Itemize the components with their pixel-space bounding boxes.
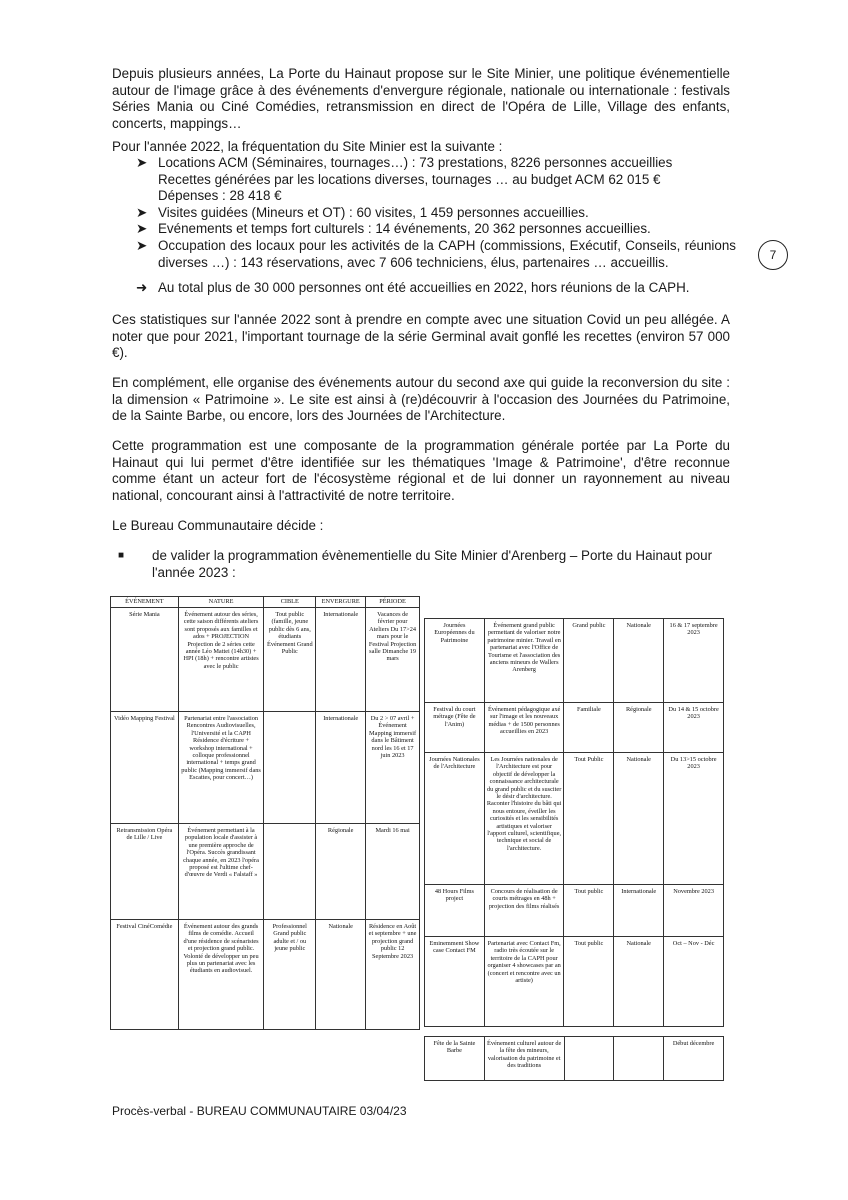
- table-cell: Oct – Nov - Déc: [664, 937, 724, 1027]
- page-number-badge: 7: [758, 240, 788, 270]
- frequentation-intro: Pour l'année 2022, la fréquentation du Site Minier est la suivante :: [112, 139, 503, 154]
- events-table-left: [110, 596, 420, 1030]
- frequentation-list: [136, 155, 736, 271]
- table-cell: Tout Public: [564, 753, 614, 885]
- table-cell: Résidence en Août et septembre + une projection grand public 12 Septembre 2023: [366, 920, 420, 1030]
- table-row: [425, 753, 724, 885]
- table-cell: Nationale: [316, 920, 366, 1030]
- table-cell: Nationale: [614, 619, 664, 703]
- arrowhead-bullet-icon: ➤: [136, 221, 148, 237]
- table-cell: Retransmission Opéra de Lille / Live: [111, 824, 179, 920]
- table-cell: Du 13>15 octobre 2023: [664, 753, 724, 885]
- table-row: [425, 703, 724, 753]
- table-cell: Festival du court métrage (Fête de l'Anim): [425, 703, 485, 753]
- table-cell: Internationale: [316, 608, 366, 712]
- table-cell: [614, 1037, 664, 1081]
- patrimoine-paragraph: En complément, elle organise des événements autour du second axe qui guide la reconversion du site : la dimension « Patrimoine ». Le site est ainsi à (re)découvrir à l'occasion des Journées du Patrimoine, de la Sainte Barbe, ou encore, lors des Journées de l'Architecture.: [112, 375, 730, 424]
- table-cell: 16 & 17 septembre 2023: [664, 619, 724, 703]
- table-cell: Vidéo Mapping Festival: [111, 712, 179, 824]
- table-row: [425, 885, 724, 937]
- table-row: [111, 608, 420, 712]
- table-cell: Professionnel Grand public adulte et / ou jeune public: [264, 920, 316, 1030]
- list-item: ➤ Locations ACM (Séminaires, tournages…) : 73 prestations, 8226 personnes accueillies Recettes générées par les locations diverses, tournages … au budget ACM 62 015 € Dépenses : 28 418 €: [136, 155, 673, 204]
- table-cell: Série Mania: [111, 608, 179, 712]
- table-cell: Tout public: [564, 937, 614, 1027]
- table-cell: Fête de la Sainte Barbe: [425, 1037, 485, 1081]
- table-cell: Événement permettant à la population locale d'assister à une première approche de l'Opéra. Succès grandissant chaque année, en 2023 l'opéra proposé est l'ultime chef-d'œuvre de Verdi « Falstaff »: [178, 824, 264, 920]
- table-row: [425, 619, 724, 703]
- table-cell: Novembre 2023: [664, 885, 724, 937]
- table-cell: [264, 712, 316, 824]
- table-cell: [264, 824, 316, 920]
- square-bullet-icon: ■: [118, 550, 125, 561]
- list-item: ➤ Evénements et temps fort culturels : 14 événements, 20 362 personnes accueillies.: [136, 221, 651, 237]
- statistics-paragraph: Ces statistiques sur l'année 2022 sont à prendre en compte avec une situation Covid un peu allégée. A noter que pour 2021, l'important tournage de la série Germinal avait gonflé les recettes (environ 57 000 €).: [112, 312, 730, 361]
- table-cell: Journées Européennes du Patrimoine: [425, 619, 485, 703]
- list-item: ➤ Visites guidées (Mineurs et OT) : 60 visites, 1 459 personnes accueillies.: [136, 204, 589, 220]
- table-cell: Grand public: [564, 619, 614, 703]
- table-cell: Nationale: [614, 753, 664, 885]
- table-cell: Nationale: [614, 937, 664, 1027]
- arrowhead-bullet-icon: ➤: [136, 204, 148, 220]
- list-item: ➤ Occupation des locaux pour les activités de la CAPH (commissions, Exécutif, Conseils, réunions diverses …) : 143 réservations, avec 7 606 techniciens, élus, partenaires … accueillis.: [136, 237, 736, 270]
- programmation-paragraph: Cette programmation est une composante de la programmation générale portée par La Porte du Hainaut qui lui permet d'être identifiée sur les thématiques 'Image & Patrimoine', d'être reconnue comme étant un acteur fort de l'écosystème régional et de lui donner un rayonnement au niveau national, concourant ainsi à l'attractivité de notre territoire.: [112, 438, 730, 503]
- column-header: NATURE: [178, 597, 264, 608]
- table-cell: Du 2 > 07 avril + Événement Mapping immersif dans le Bâtiment nord les 16 et 17 juin 2023: [366, 712, 420, 824]
- table-header-row: [111, 597, 420, 608]
- table-cell: Internationale: [614, 885, 664, 937]
- column-header: ENVERGURE: [316, 597, 366, 608]
- table-cell: 48 Hours Films project: [425, 885, 485, 937]
- arrow-right-icon: ➜: [136, 280, 148, 295]
- events-table-bottom: [424, 1036, 724, 1081]
- table-cell: Événement culturel autour de la fête des mineurs, valorisation du patrimoine et des traditions: [484, 1037, 564, 1081]
- table-cell: Régionale: [614, 703, 664, 753]
- table-cell: Événement autour des séries, cette saison différents ateliers sont proposés aux familles et ados + PROJECTION Projection de 2 séries cette année Léo Mattei (14h30) + HPI (18h) + rencontre artistes avec le public: [178, 608, 264, 712]
- table-cell: Partenariat avec Contact Fm, radio très écoutée sur le territoire de la CAPH pour organiser 4 showcases par an (concert et rencontre avec un artiste): [484, 937, 564, 1027]
- table-cell: Mardi 16 mai: [366, 824, 420, 920]
- intro-paragraph: Depuis plusieurs années, La Porte du Hainaut propose sur le Site Minier, une politique événementielle autour de l'image grâce à des événements d'envergure régionale, nationale ou internationale : festivals Séries Mania ou Ciné Comédies, retransmission en direct de l'Opéra de Lille, Village des enfants, concerts, mappings…: [112, 66, 730, 131]
- table-cell: Tout public (famille, jeune public dès 6 ans, étudiants Événement Grand Public: [264, 608, 316, 712]
- arrowhead-bullet-icon: ➤: [136, 155, 148, 170]
- table-row: [111, 920, 420, 1030]
- table-cell: Tout public: [564, 885, 614, 937]
- table-cell: Événement pédagogique axé sur l'image et les nouveaux médias + de 1500 personnes accueillies en 2023: [484, 703, 564, 753]
- table-cell: Festival CinéComédie: [111, 920, 179, 1030]
- table-cell: Les Journées nationales de l'Architecture est pour objectif de développer la connaissance architecturale du grand public et du susciter le désir d'architecture. Raconter l'histoire du bâti qui nous entoure, éveiller les curiosités et les sensibilités artistiques et valoriser l'apport culturel, scientifique, technique et social de l'architecture.: [484, 753, 564, 885]
- table-row: [425, 1037, 724, 1081]
- total-summary: ➜ Au total plus de 30 000 personnes ont été accueillies en 2022, hors réunions de la CAPH.: [136, 280, 690, 295]
- decision-heading: Le Bureau Communautaire décide :: [112, 518, 324, 533]
- table-cell: Du 14 & 15 octobre 2023: [664, 703, 724, 753]
- decision-item: ■ de valider la programmation évènementielle du Site Minier d'Arenberg – Porte du Hainaut pour l'année 2023 :: [118, 548, 713, 580]
- table-cell: [564, 1037, 614, 1081]
- table-cell: Événement grand public permettant de valoriser notre patrimoine minier. Travail en partenariat avec l'Office de Tourisme et l'association des anciens mineurs de Wallers Arenberg: [484, 619, 564, 703]
- table-cell: Journées Nationales de l'Architecture: [425, 753, 485, 885]
- table-row: [111, 712, 420, 824]
- column-header: PÉRIODE: [366, 597, 420, 608]
- column-header: ÉVÉNEMENT: [111, 597, 179, 608]
- table-row: [111, 824, 420, 920]
- table-cell: Familiale: [564, 703, 614, 753]
- table-cell: Eminemment Show case Contact FM: [425, 937, 485, 1027]
- table-cell: Événement autour des grands films de comédie. Accueil d'une résidence de scénaristes et projection grand public. Volonté de développer un peu plus un partenariat avec les étudiants en audiovisuel.: [178, 920, 264, 1030]
- table-cell: Concours de réalisation de courts métrages en 48h + projection des films réalisés: [484, 885, 564, 937]
- table-cell: Régionale: [316, 824, 366, 920]
- table-cell: Partenariat entre l'association Rencontres Audiovisuelles, l'Université et la CAPH Résidence d'écriture + workshop international + colloque professionnel international + temps grand public (Mapping immersif dans Escattes, pour concert…): [178, 712, 264, 824]
- arrowhead-bullet-icon: ➤: [136, 237, 148, 253]
- events-table-right: [424, 618, 724, 1027]
- table-cell: Début décembre: [664, 1037, 724, 1081]
- table-row: [425, 937, 724, 1027]
- page-footer: Procès-verbal - BUREAU COMMUNAUTAIRE 03/04/23: [112, 1104, 407, 1118]
- column-header: CIBLE: [264, 597, 316, 608]
- table-cell: Vacances de février pour Ateliers Du 17>24 mars pour le Festival Projection salle Dimanche 19 mars: [366, 608, 420, 712]
- table-cell: Internationale: [316, 712, 366, 824]
